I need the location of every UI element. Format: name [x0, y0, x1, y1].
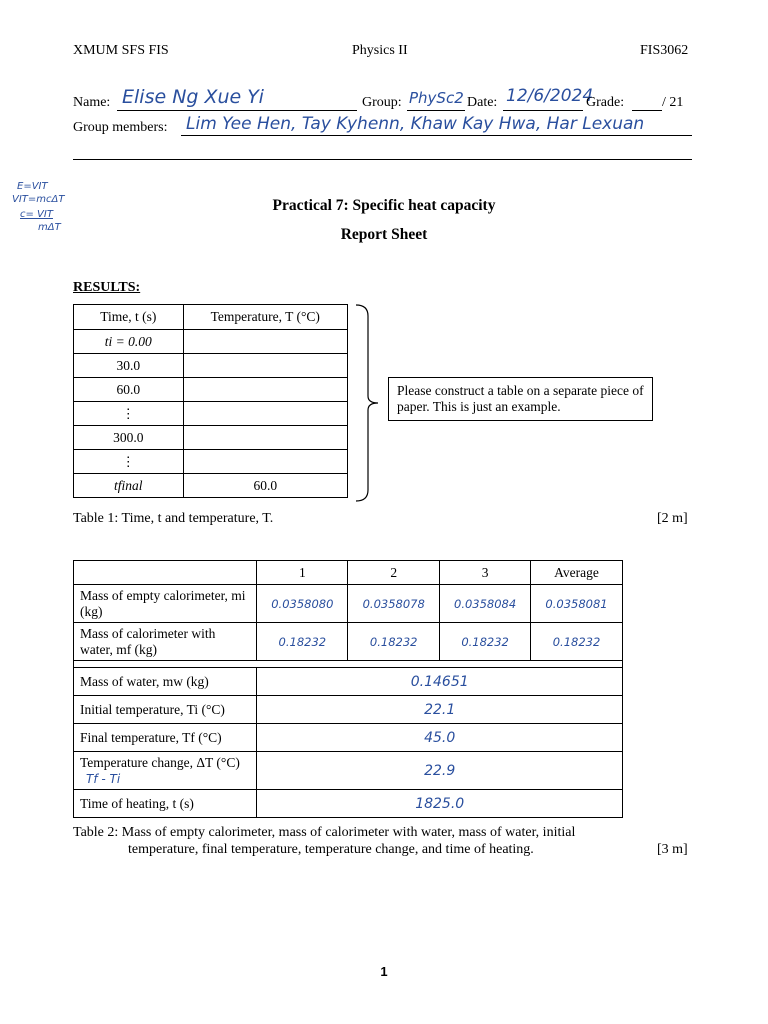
- table-cell: [183, 354, 347, 378]
- time-temperature-table: [73, 304, 348, 498]
- table1-note-box: Please construct a table on a separate piece of paper. This is just an example.: [388, 377, 653, 421]
- table2-caption-line2: temperature, final temperature, temperature change, and time of heating.: [128, 842, 534, 857]
- page-number: 1: [380, 964, 388, 979]
- table2-header-2: 2: [348, 561, 440, 585]
- table1-caption: Table 1: Time, t and temperature, T.: [73, 511, 274, 526]
- table2-caption-line1: Table 2: Mass of empty calorimeter, mass of calorimeter with water, mass of water, initial: [73, 825, 576, 840]
- margin-note-2: VIT=mcΔT: [12, 194, 65, 205]
- table2-label-dt-text: Temperature change, ΔT (°C): [80, 754, 240, 770]
- table2-cell: 0.0358084: [440, 585, 531, 623]
- table2-cell: 0.18232: [440, 623, 531, 661]
- date-value: 12/6/2024: [506, 86, 594, 106]
- grade-total: / 21: [662, 95, 684, 110]
- table-cell: [183, 378, 347, 402]
- table2-marks: [3 m]: [657, 842, 688, 857]
- table2-value-mw: 0.14651: [257, 668, 623, 696]
- table1-marks: [2 m]: [657, 511, 688, 526]
- table2-cell: 0.0358078: [348, 585, 440, 623]
- table-row: ⋮: [74, 450, 184, 474]
- header-left: XMUM SFS FIS: [73, 43, 169, 58]
- members-label: Group members:: [73, 120, 168, 135]
- table2-cell: 0.18232: [531, 623, 623, 661]
- table2-spacer-row: [74, 661, 623, 668]
- grade-label: Grade:: [586, 95, 625, 110]
- table-row: ⋮: [74, 402, 184, 426]
- table-cell: 60.0: [183, 474, 347, 498]
- name-label: Name:: [73, 95, 111, 110]
- table2-cell: 0.18232: [348, 623, 440, 661]
- table2-label-tf: Final temperature, Tf (°C): [74, 724, 257, 752]
- table2-value-time: 1825.0: [257, 790, 623, 818]
- table2-header-average: Average: [531, 561, 623, 585]
- margin-note-3: c= VIT: [20, 209, 53, 220]
- measurement-table: [73, 560, 623, 818]
- table2-label-mf: Mass of calorimeter with water, mf (kg): [74, 623, 257, 661]
- header-right: FIS3062: [640, 43, 689, 58]
- table1-header-time: Time, t (s): [74, 305, 184, 330]
- margin-note-4: mΔT: [38, 222, 61, 233]
- group-underline: [407, 110, 465, 111]
- margin-note-1: E=VIT: [17, 181, 48, 192]
- table2-label-ti: Initial temperature, Ti (°C): [74, 696, 257, 724]
- table2-cell: 0.18232: [257, 623, 348, 661]
- table2-label-mi: Mass of empty calorimeter, mi (kg): [74, 585, 257, 623]
- table2-header-blank: [74, 561, 257, 585]
- members-underline: [181, 135, 692, 136]
- table-cell: [183, 402, 347, 426]
- table-cell: [183, 330, 347, 354]
- table2-header-3: 3: [440, 561, 531, 585]
- results-heading: RESULTS:: [73, 280, 141, 295]
- page-title: Practical 7: Specific heat capacity: [272, 197, 496, 214]
- table2-value-dt: 22.9: [257, 752, 623, 790]
- table-cell: [183, 426, 347, 450]
- header-center: Physics II: [352, 43, 408, 58]
- page-subtitle: Report Sheet: [340, 226, 428, 243]
- members-value: Lim Yee Hen, Tay Kyhenn, Khaw Kay Hwa, Har Lexuan: [186, 114, 645, 134]
- header-divider: [73, 159, 692, 160]
- table1-header-temp: Temperature, T (°C): [183, 305, 347, 330]
- table2-label-time: Time of heating, t (s): [74, 790, 257, 818]
- group-value: PhySc2: [409, 89, 464, 107]
- name-underline: [117, 110, 357, 111]
- date-label: Date:: [467, 95, 498, 110]
- table2-value-ti: 22.1: [257, 696, 623, 724]
- table-row: ti = 0.00: [74, 330, 184, 354]
- table2-cell: 0.0358081: [531, 585, 623, 623]
- brace-shape: [354, 304, 384, 502]
- table2-value-tf: 45.0: [257, 724, 623, 752]
- grade-underline: [632, 110, 662, 111]
- table-row: 30.0: [74, 354, 184, 378]
- group-label: Group:: [362, 95, 402, 110]
- date-underline: [503, 110, 583, 111]
- table-cell: [183, 450, 347, 474]
- table-row: tfinal: [74, 474, 184, 498]
- table2-label-dt: [74, 752, 257, 790]
- table2-label-mw: Mass of water, mw (kg): [74, 668, 257, 696]
- table-row: 60.0: [74, 378, 184, 402]
- table2-header-1: 1: [257, 561, 348, 585]
- table-row: 300.0: [74, 426, 184, 450]
- table2-cell: 0.0358080: [257, 585, 348, 623]
- name-value: Elise Ng Xue Yi: [122, 86, 264, 108]
- table2-dt-note: Tf - Ti: [86, 771, 121, 786]
